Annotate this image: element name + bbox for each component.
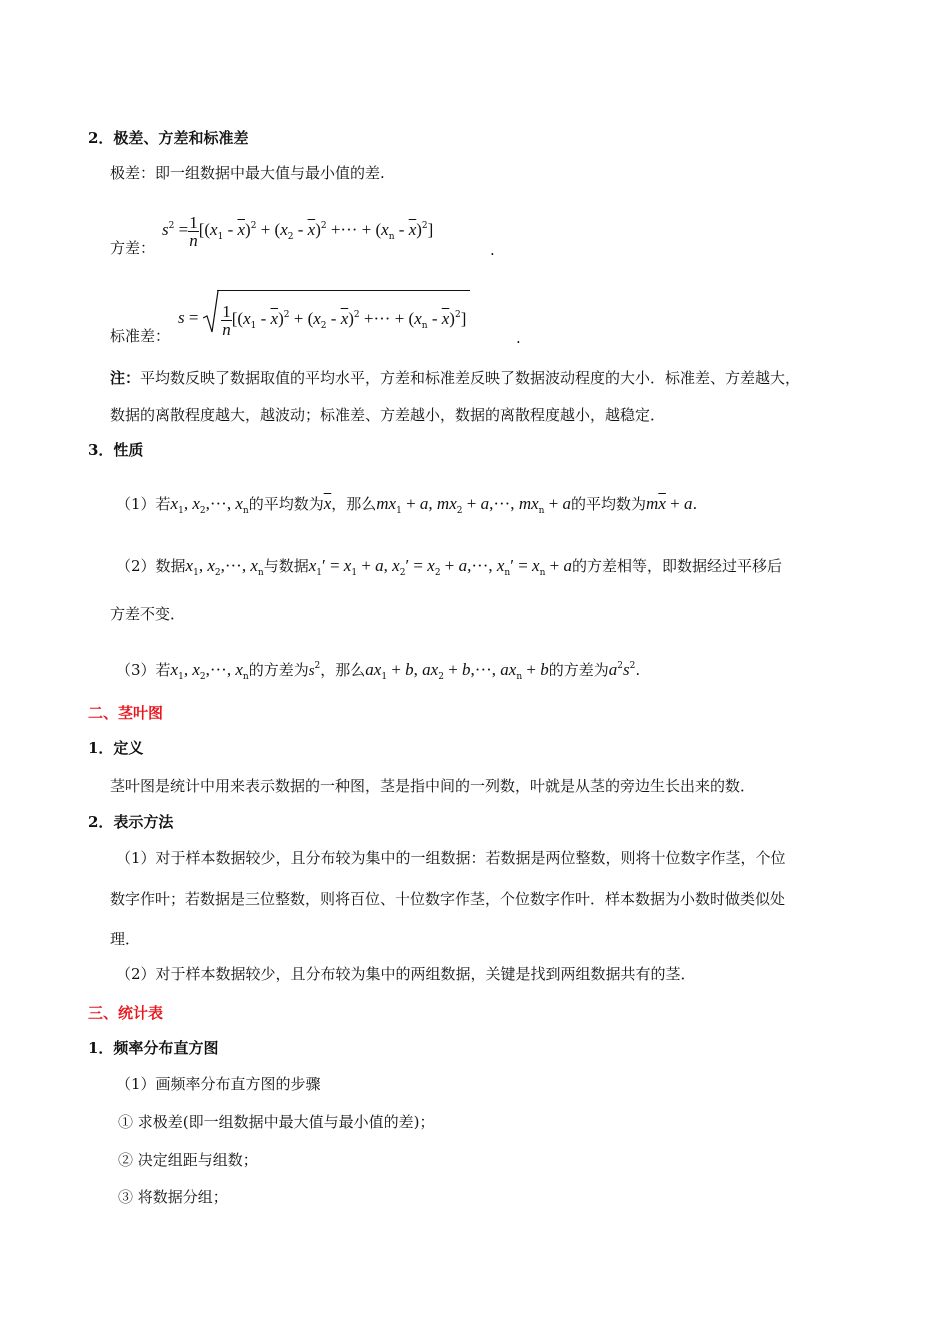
heading-histogram: 1．频率分布直方图 [88, 1039, 219, 1057]
std-period: . [516, 329, 521, 347]
step-1: ① 求极差(即一组数据中最大值与最小值的差)； [118, 1113, 435, 1131]
heading-definition: 1．定义 [88, 739, 144, 757]
p2-text-c: 的方差相等，即数据经过平移后 [571, 557, 782, 575]
section-heading-properties: 3．性质 [88, 441, 144, 459]
variance-formula: $s^2$ = $\frac{1}{n}$ [$(x_1 - \overline{x})^2 + (x_2 - \overline{x})^2$ +··· + $(x_n - \overline{x})^2$] [162, 212, 434, 250]
section-heading-range-variance: 2．极差、方差和标准差 [88, 129, 249, 147]
p3-text-d: 的方差为 [548, 661, 609, 679]
property-1: （1）若$x_1$, $x_2,\cdot\cdot\cdot$, $x_n$的平均数为$\overline{x}$，那么$mx_1 + a$, $mx_2 + a,\cdot\cdot\cdot$, $mx_n + a$的平均数为$m\overline{x} + a$. [116, 494, 698, 516]
p2-text-a: （2）数据 [116, 557, 186, 575]
method-1-line-1: （1）对于样本数据较少，且分布较为集中的一组数据：若数据是两位整数，则将十位数字作茎，个位 [116, 849, 786, 867]
method-1-line-3: 理． [110, 930, 141, 948]
std-formula: s = $\frac{1}{n}$ [$(x_1 - \overline{x})^2 + (x_2 - \overline{x})^2$ +··· + $(x_n - \overline{x})^2$] [178, 290, 470, 348]
range-definition: 极差：即一组数据中最大值与最小值的差. [110, 164, 385, 182]
p3-text-b: 的方差为 [248, 661, 309, 679]
p1-text-b: 的平均数为 [248, 495, 324, 513]
p2-text-b: 与数据 [263, 557, 309, 575]
note-text-1: 平均数反映了数据取值的平均水平，方差和标准差反映了数据波动程度的大小．标准差、方差越大， [140, 369, 801, 387]
property-2-line-2: 方差不变． [110, 605, 186, 623]
variance-label: 方差： [110, 239, 156, 257]
part-heading-stem-leaf: 二、茎叶图 [88, 704, 164, 722]
heading-method: 2．表示方法 [88, 813, 174, 831]
method-2: （2）对于样本数据较少，且分布较为集中的两组数据，关键是找到两组数据共有的茎． [116, 965, 696, 983]
method-1-line-2: 数字作叶；若数据是三位整数，则将百位、十位数字作茎，个位数字作叶．样本数据为小数时做类似处 [110, 890, 786, 908]
property-3: （3）若$x_1$, $x_2,\cdot\cdot\cdot$, $x_n$的方差为$s^2$，那么$ax_1 + b$, $ax_2 + b,\cdot\cdot\cdot$, $ax_n + b$的方差为$a^2s^2$. [116, 660, 641, 682]
p3-text-c: ，那么 [320, 661, 366, 679]
p1-text-a: （1）若 [116, 495, 171, 513]
variance-period: . [490, 241, 495, 259]
definition-text: 茎叶图是统计中用来表示数据的一种图，茎是指中间的一列数，叶就是从茎的旁边生长出来的数． [110, 777, 756, 795]
step-2: ② 决定组距与组数； [118, 1151, 258, 1169]
step-3: ③ 将数据分组； [118, 1188, 228, 1206]
p1-text-d: 的平均数为 [571, 495, 647, 513]
note-line-1 [110, 368, 800, 388]
p1-text-c: ，那么 [331, 495, 377, 513]
steps-title: （1）画频率分布直方图的步骤 [116, 1075, 321, 1093]
radical-sign-icon [203, 290, 219, 334]
std-label: 标准差： [110, 327, 171, 345]
note-label: 注： [110, 369, 141, 387]
note-line-2: 数据的离散程度越大，越波动；标准差、方差越小，数据的离散程度越小，越稳定． [110, 406, 666, 424]
property-2: （2）数据$x_1$, $x_2,\cdot\cdot\cdot$, $x_n$与数据$x_1' = x_1 + a$, $x_2' = x_2 + a,\cdot\cdot\cdot$, $x_n' = x_n + a$的方差相等，即数据经过平移后 [116, 556, 782, 578]
p3-text-a: （3）若 [116, 661, 171, 679]
part-heading-stat-table: 三、统计表 [88, 1004, 164, 1022]
